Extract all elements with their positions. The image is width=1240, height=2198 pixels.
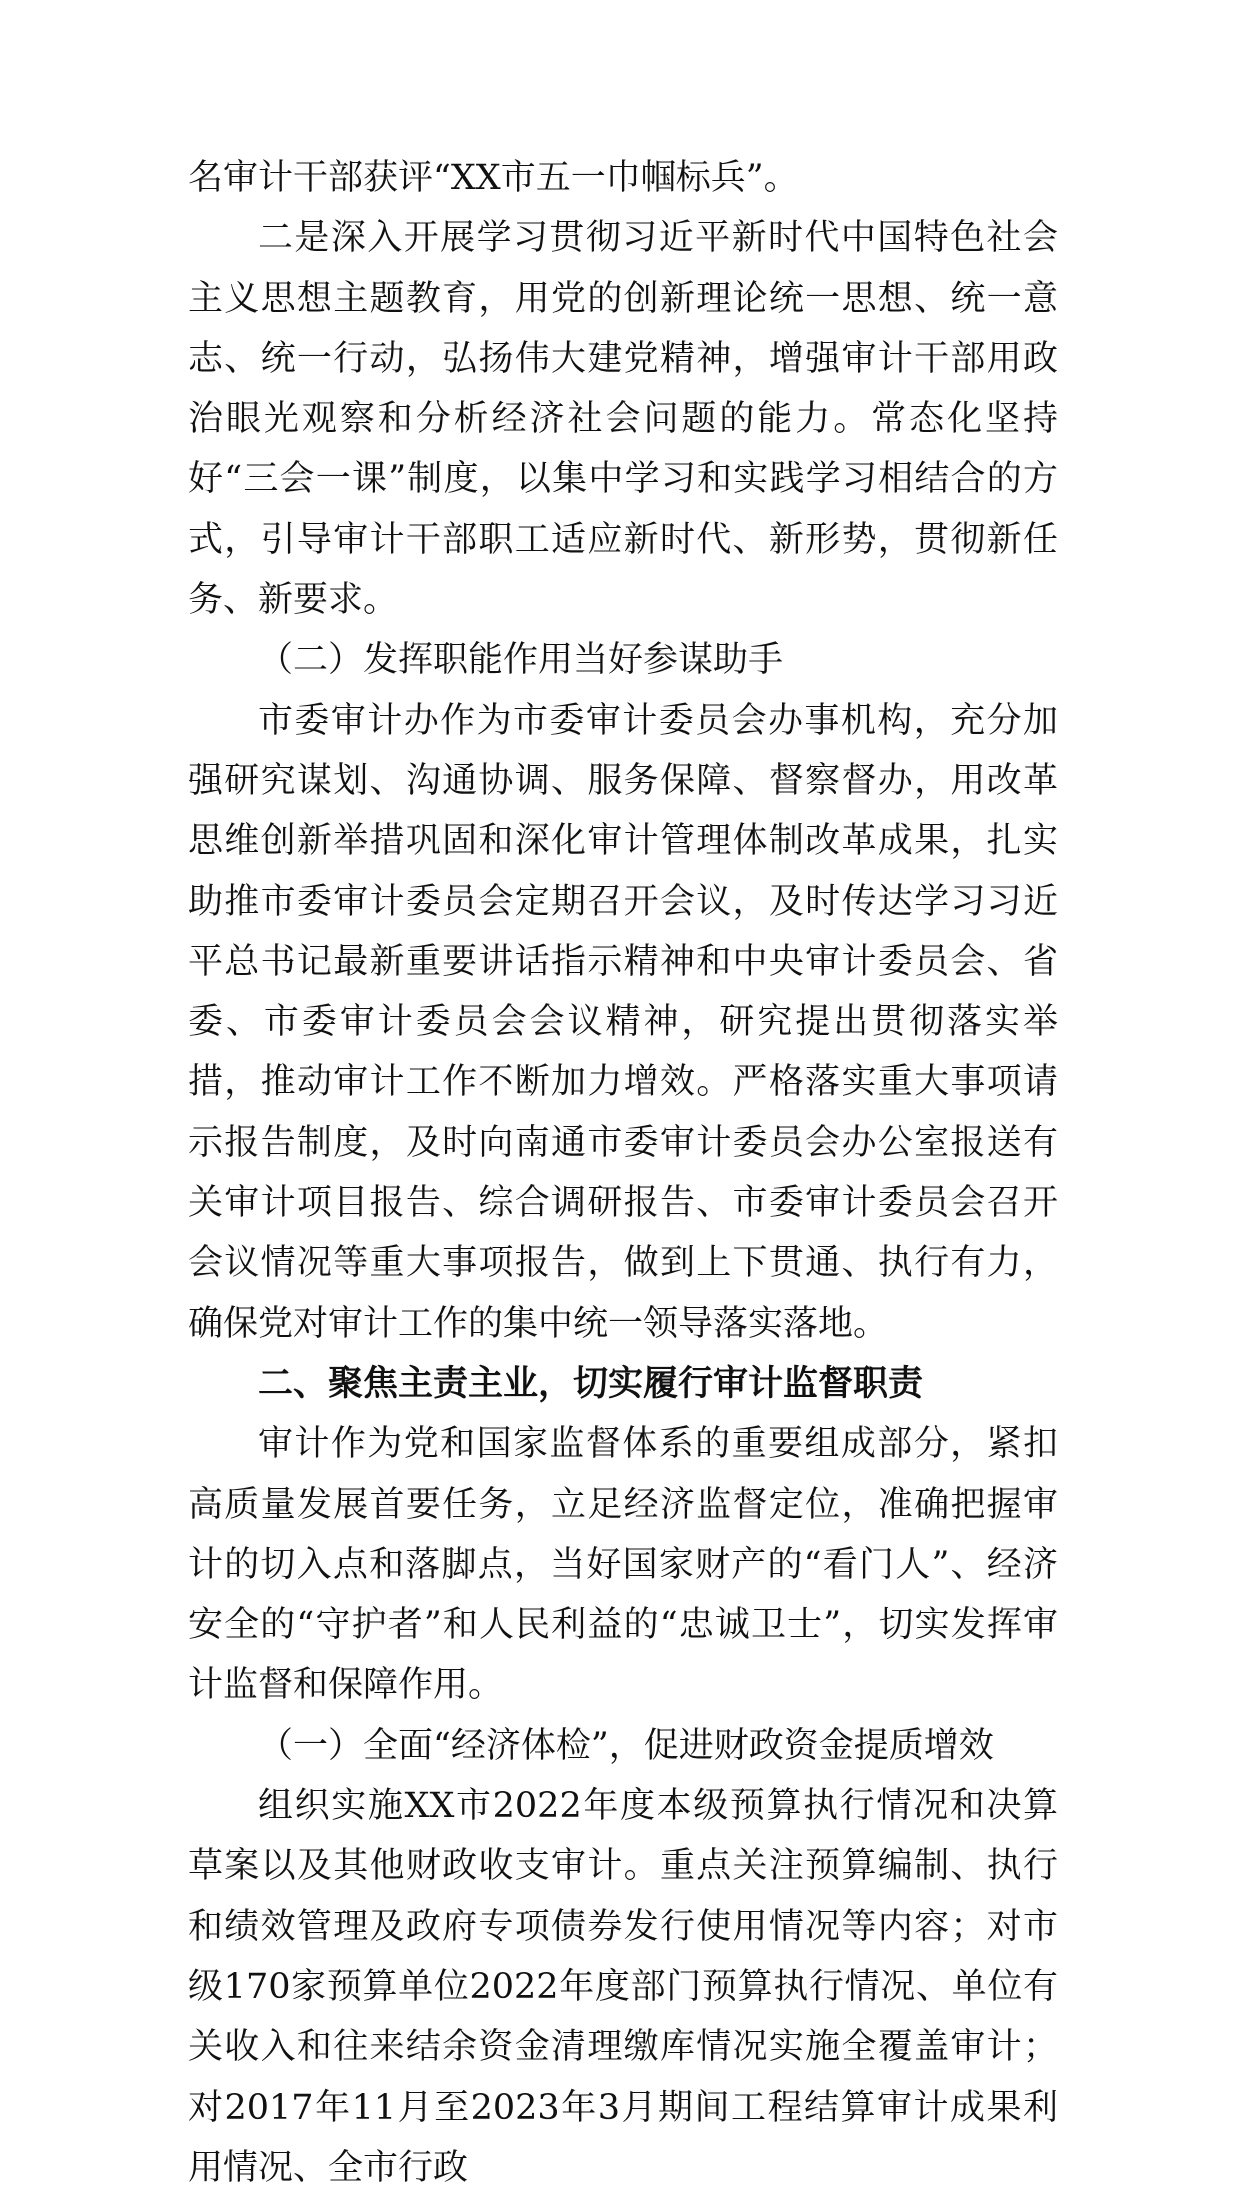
paragraph-budget-audit: 组织实施XX市2022年度本级预算执行情况和决算草案以及其他财政收支审计。重点关注预算编制、执行和绩效管理及政府专项债券发行使用情况等内容；对市级170家预算单位2022年度部门预算执行情况、单位有关收入和往来结余资金清理缴库情况实施全覆盖审计；对2017年11月至2023年3月期间工程结算审计成果利用情况、全市行政 [188,1786,1058,2188]
subheading-advisory-role: （二）发挥职能作用当好参谋助手 [258,640,784,681]
paragraph-study-education: 二是深入开展学习贯彻习近平新时代中国特色社会主义思想主题教育，用党的创新理论统一思想、统一意志、统一行动，弘扬伟大建党精神，增强审计干部用政治眼光观察和分析经济社会问题的能力。常态化坚持好“三会一课”制度，以集中学习和实践学习相结合的方式，引导审计干部职工适应新时代、新形势，贯彻新任务、新要求。 [188,218,1058,621]
subheading-economic-checkup: （一）全面“经济体检”，促进财政资金提质增效 [258,1725,994,1766]
paragraph-audit-supervision: 审计作为党和国家监督体系的重要组成部分，紧扣高质量发展首要任务，立足经济监督定位，准确把握审计的切入点和落脚点，当好国家财产的“看门人”、经济安全的“守护者”和人民利益的“忠诚卫士”，切实发挥审计监督和保障作用。 [188,1424,1058,1706]
section-heading-main-duties: 二、聚焦主责主业，切实履行审计监督职责 [258,1363,924,1404]
document-body [188,148,1058,2198]
paragraph-continued: 名审计干部获评“XX市五一巾帼标兵”。 [188,158,799,198]
paragraph-audit-office: 市委审计办作为市委审计委员会办事机构，充分加强研究谋划、沟通协调、服务保障、督察督办，用改革思维创新举措巩固和深化审计管理体制改革成果，扎实助推市委审计委员会定期召开会议，及时传达学习习近平总书记最新重要讲话指示精神和中央审计委员会、省委、市委审计委员会会议精神，研究提出贯彻落实举措，推动审计工作不断加力增效。严格落实重大事项请示报告制度，及时向南通市委审计委员会办公室报送有关审计项目报告、综合调研报告、市委审计委员会召开会议情况等重大事项报告，做到上下贯通、执行有力，确保党对审计工作的集中统一领导落实落地。 [188,700,1058,1344]
